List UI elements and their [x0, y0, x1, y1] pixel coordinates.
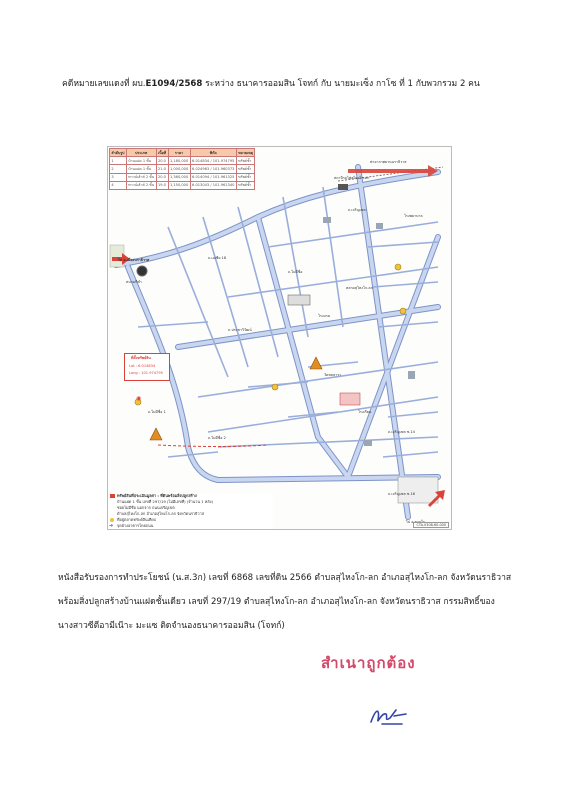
legend-item: บ้านแฝด 1 ชั้น เลขที่ 297/19 (ไม่มีเลขที่) (จำนวน 1 หลัง): [117, 499, 213, 504]
airport-label: ท่าอากาศยานนราธิวาส: [370, 160, 407, 164]
asset-marker-icon: ◉: [136, 395, 142, 402]
table-cell: 3: [110, 173, 127, 181]
table-cell: ทาวน์เฮ้าส์ 2 ชั้น: [126, 173, 156, 181]
location-map: [107, 146, 452, 530]
road-label: ถ.ไม่มีชื่อ 1: [148, 410, 166, 414]
table-cell: 1,000,000: [168, 165, 190, 173]
table-row: [110, 157, 255, 165]
road-label: ถ.เจริญเขต ซ.16: [388, 492, 415, 496]
table-cell: 6.024963 / 101.960373: [190, 165, 236, 173]
asset-lat: Lat : 6.014834: [129, 364, 156, 368]
temple-label: วัดชลธารา: [324, 373, 342, 377]
table-cell: 19.0: [156, 181, 168, 189]
road-label: ถ.ประชาวิวัฒน์: [228, 328, 252, 332]
market-label: ตลาดสุไหงโก-ลก: [346, 286, 373, 290]
road-label: ถ.เอเซีย 18: [208, 256, 227, 260]
case-header: [62, 76, 522, 90]
asset-table: [109, 148, 255, 190]
table-cell: ทรัพย์ซ้ำ: [236, 173, 255, 181]
table-cell: ทรัพย์ซ้ำ: [236, 157, 255, 165]
hotel-label: โรงแรม: [318, 314, 331, 318]
asset-long: Long : 101.974795: [129, 371, 163, 375]
certified-copy-stamp: สำเนาถูกต้อง: [321, 654, 416, 672]
table-cell: 6.013043 / 101.961340: [190, 181, 236, 189]
table-row: [110, 181, 255, 189]
table-cell: 1,150,000: [168, 181, 190, 189]
asset-callout: [124, 353, 170, 381]
table-header: ลำดับรูป: [110, 149, 127, 157]
legend-item: จุดอ้างอาคารโดยถนน: [117, 523, 154, 528]
table-header: ประเภท: [126, 149, 156, 157]
table-row: [110, 173, 255, 181]
to-narathiwat-label: ไป อ.เมืองนราธิวาส: [118, 258, 150, 262]
table-header: พิกัด: [190, 149, 236, 157]
stadium-label: สนามกีฬา: [126, 280, 142, 284]
map-legend: [108, 493, 273, 529]
legend-reference-icon: ➔: [109, 523, 114, 529]
case-number: E1094/2568: [145, 79, 203, 89]
hospital-label: โรงพยาบาล: [404, 214, 423, 218]
legend-item: ทรัพย์สินที่ประเมินมูลค่า : ที่ดินพร้อมสิ่งปลูกสร้าง: [117, 493, 197, 498]
table-cell: บ้านแฝด 1 ชั้น: [126, 157, 156, 165]
asset-callout-title: ที่ตั้งทรัพย์สิน: [131, 356, 151, 360]
table-cell: 1,180,000: [168, 157, 190, 165]
body-line: นางสาวซีตีอามีเน๊าะ มะแซ ติดจำนองธนาคารออมสิน (โจทก์): [58, 621, 285, 631]
table-cell: 20.0: [156, 157, 168, 165]
table-cell: 1,360,000: [168, 173, 190, 181]
table-header: เนื้อที่: [156, 149, 168, 157]
map-code: CTA-0308-60-000: [413, 522, 449, 528]
to-tak-bai-label: ไป อ.ตากใบ: [406, 520, 426, 524]
body-line: พร้อมสิ่งปลูกสร้างบ้านแฝดชั้นเดียว เลขที่ 297/19 ตำบลสุไหงโก-ลก อำเภอสุไหงโก-ลก จังหวัดนราธิวาส กรรมสิทธิ์ของ: [58, 597, 495, 607]
body-line: หนังสือรับรองการทำประโยชน์ (น.ส.3ก) เลขที่ 6868 เลขที่ดิน 2566 ตำบลสุไหงโก-ลก อำเภอสุไหงโก-ลก จังหวัดนราธิวาส: [58, 573, 512, 583]
road-label: ถ.ไม่มีชื่อ: [288, 270, 303, 274]
case-header-suffix: ระหว่าง ธนาคารออมสิน โจทก์ กับ นายมะเซ็ง กาโซ ที่ 1 กับพวกรวม 2 คน: [202, 79, 480, 89]
table-cell: 21.0: [156, 165, 168, 173]
table-header: หมายเหตุ: [236, 149, 255, 157]
table-cell: 6.014094 / 101.961325: [190, 173, 236, 181]
legend-asset-swatch: [110, 494, 115, 498]
table-row: [110, 165, 255, 173]
table-cell: บ้านแฝด 1 ชั้น: [126, 165, 156, 173]
signature: [368, 704, 408, 728]
case-header-prefix: คดีหมายเลขแดงที่ ผบ.: [62, 79, 146, 89]
road-label: ถ.ไม่มีชื่อ 2: [208, 436, 226, 440]
legend-item: ซอยไม่มีชื่อ นอกจาก ถนนเจริญเขต: [117, 505, 175, 510]
legend-comparable-icon: [110, 518, 114, 522]
legend-item: ที่อยู่ตลาดทรัพย์สินเทียบ: [117, 517, 157, 522]
station-label: สถานีรถไฟสุไหงโก-ลก: [334, 176, 370, 180]
table-cell: ทรัพย์ซ้ำ: [236, 165, 255, 173]
map-roads: [108, 147, 451, 529]
table-cell: 2: [110, 165, 127, 173]
table-cell: ทรัพย์ซ้ำ: [236, 181, 255, 189]
table-cell: ทาวน์เฮ้าส์ 2 ชั้น: [126, 181, 156, 189]
table-header: ราคา: [168, 149, 190, 157]
legend-item: ตำบลสุไหงโก-ลก อำเภอสุไหงโก-ลก จังหวัดนราธิวาส: [117, 511, 204, 516]
road-label: ถ.เจริญเขต ซ.14: [388, 430, 415, 434]
table-cell: 6.014834 / 101.974795: [190, 157, 236, 165]
table-cell: 1: [110, 157, 127, 165]
school-label: โรงเรียน: [358, 410, 372, 414]
table-cell: 20.0: [156, 173, 168, 181]
table-cell: 4: [110, 181, 127, 189]
road-label: ถ.เจริญเขต: [348, 208, 366, 212]
